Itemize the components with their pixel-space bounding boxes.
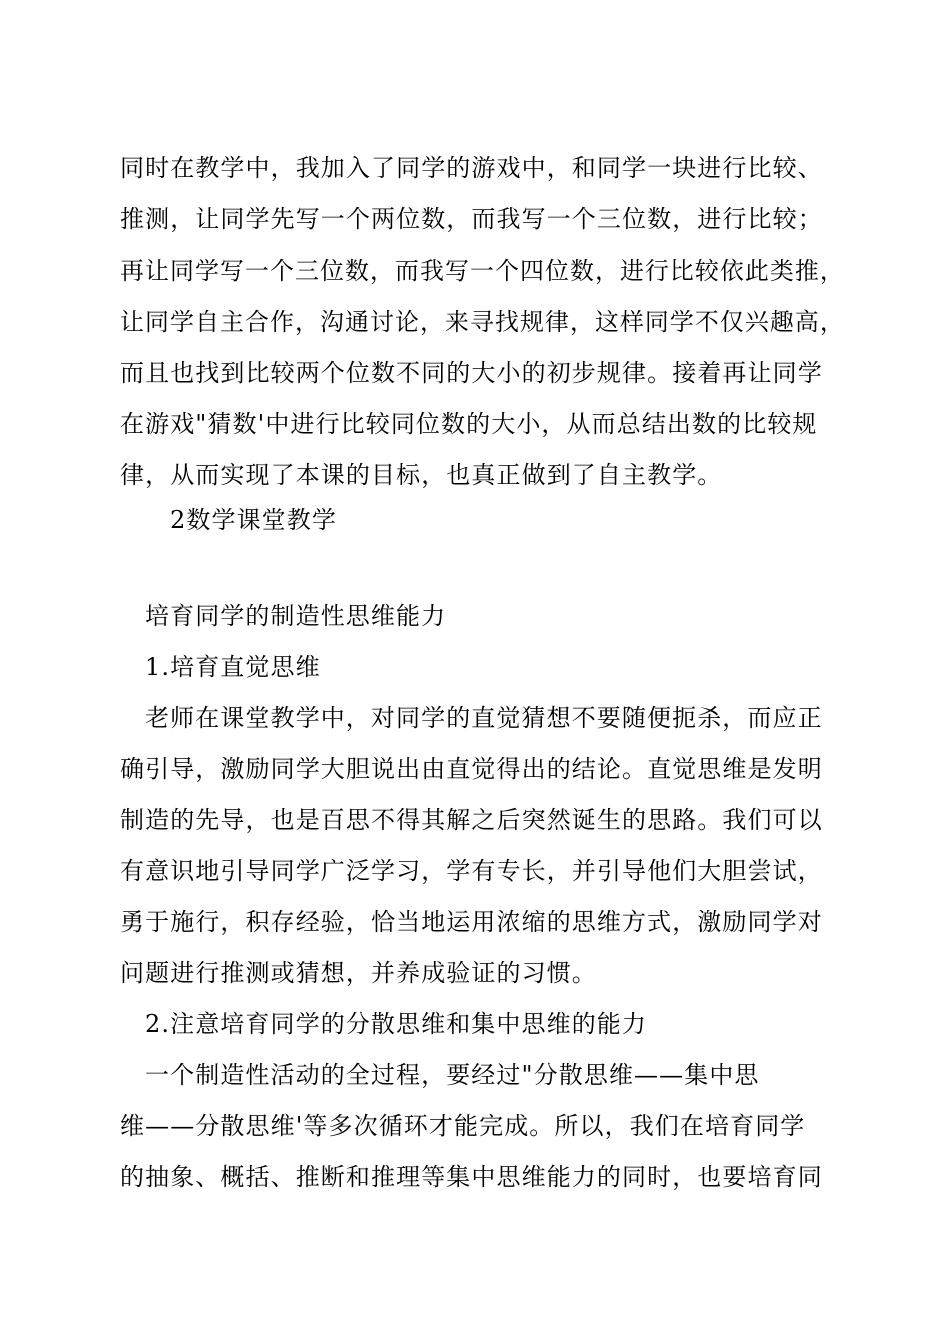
paragraph-line: 勇于施行，积存经验，恰当地运用浓缩的思维方式，激励同学对 xyxy=(120,908,823,936)
paragraph-line: 而且也找到比较两个位数不同的大小的初步规律。接着再让同学 xyxy=(120,359,823,387)
paragraph-line: 一个制造性活动的全过程，要经过"分散思维——集中思 xyxy=(145,1061,760,1089)
item-heading: 2.注意培育同学的分散思维和集中思维的能力 xyxy=(145,1010,647,1038)
paragraph-line: 同时在教学中，我加入了同学的游戏中，和同学一块进行比较、 xyxy=(120,154,823,182)
paragraph-line: 维——分散思维'等多次循环才能完成。所以，我们在培育同学 xyxy=(120,1112,806,1140)
paragraph-line: 确引导，激励同学大胆说出由直觉得出的结论。直觉思维是发明 xyxy=(120,755,823,783)
paragraph-line: 制造的先导，也是百思不得其解之后突然诞生的思路。我们可以 xyxy=(120,806,823,834)
paragraph-line: 老师在课堂教学中，对同学的直觉猜想不要随便扼杀，而应正 xyxy=(145,704,823,732)
section-subheading: 培育同学的制造性思维能力 xyxy=(145,602,447,630)
paragraph-line: 问题进行推测或猜想，并养成验证的习惯。 xyxy=(120,959,597,987)
paragraph-line: 让同学自主合作，沟通讨论，来寻找规律，这样同学不仅兴趣高， xyxy=(120,308,845,336)
section-heading: 2数学课堂教学 xyxy=(170,506,337,534)
paragraph-line: 再让同学写一个三位数，而我写一个四位数，进行比较依此类推， xyxy=(120,257,845,285)
paragraph-line: 在游戏"猜数'中进行比较同位数的大小，从而总结出数的比较规 xyxy=(120,410,818,438)
paragraph-line: 律，从而实现了本课的目标，也真正做到了自主教学。 xyxy=(120,461,723,489)
paragraph-line: 推测，让同学先写一个两位数，而我写一个三位数，进行比较； xyxy=(120,205,823,233)
item-heading: 1.培育直觉思维 xyxy=(145,653,321,681)
paragraph-line: 的抽象、概括、推断和推理等集中思维能力的同时，也要培育同 xyxy=(120,1163,823,1191)
paragraph-line: 有意识地引导同学广泛学习，学有专长，并引导他们大胆尝试， xyxy=(120,857,823,885)
